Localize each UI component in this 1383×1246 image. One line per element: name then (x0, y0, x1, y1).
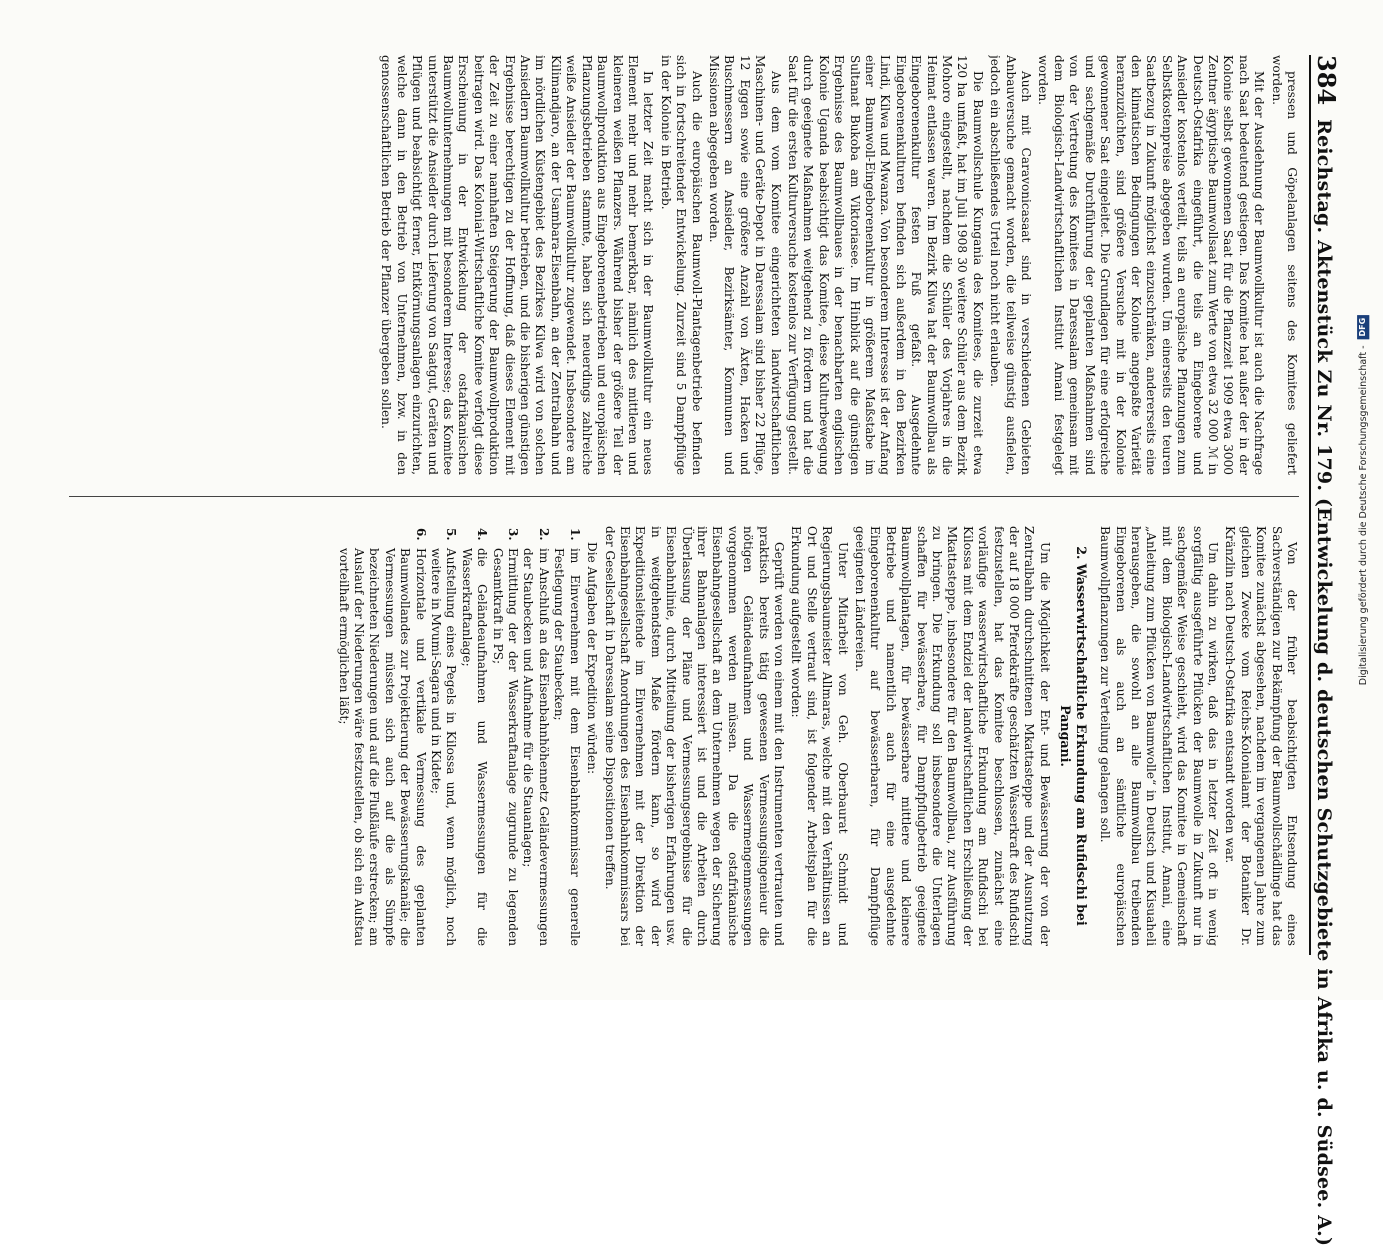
section-heading: 2. Wasserwirtschaftliche Erkundung am Rufidschi bei Pangani. (1058, 546, 1089, 926)
list-number: 2. (536, 528, 551, 541)
list-number: 6. (413, 528, 428, 541)
task-list (335, 526, 582, 946)
list-number: 3. (506, 528, 521, 541)
paragraph: Auch mit Caravonicasaat sind in verschiedenen Gebieten Anbauversuche gemacht worden, die teilweise günstig ausfielen, jedoch ein abschließendes Urteil noch nicht erlauben. (988, 55, 1034, 475)
list-item (428, 528, 459, 946)
list-item (551, 528, 582, 946)
paragraph: Aus dem vom Komitee eingerichteten landwirtschaftlichen Maschinen- und Geräte-Depot in Daressalam sind bisher 22 Pflüge, 12 Eggen sowie eine größere Anzahl von Äxten, Hacken und Buschmessern an Ansiedler, Bezirksämter, Kommunen und Missionen abgegeben worden. (706, 55, 783, 475)
list-number: 1. (567, 528, 582, 541)
list-item (520, 528, 551, 946)
left-column (64, 55, 1299, 475)
running-title: Reichstag. Aktenstück Zu Nr. 179. (Entwickelung d. deutschen Schutzgebiete in Afrika u. d. Südsee. A.) (1313, 119, 1335, 1246)
list-number: 4. (475, 528, 490, 541)
paragraph: Von der früher beabsichtigten Entsendung eines Sachverständigen zur Bekämpfung der Baumwollschädlinge hat das Komitee zunächst abgesehen, nachdem im vergangenen Jahre zum gleichen Zwecke vom Reichs-Kolonialamt der Botaniker Dr. Kränzlin nach Deutsch-Ostafrika entsandt worden war. (1223, 526, 1299, 946)
right-column (64, 526, 1299, 946)
paragraph: Mit der Ausdehnung der Baumwollkultur ist auch die Nachfrage nach Saat bedeutend gestiegen. Das Komitee hat außer der in der Kolonie selbst gewonnenen Saat für die Pflanzzeit 1909 etwa 3000 Zentner ägyptische Baumwollsaat zum Werte von etwa 32 000 ℳ in Deutsch-Ostafrika eingeführt, die teils an Eingeborene und Ansiedler kostenlos verteilt, teils an europäische Pflanzungen zum Selbstkostenpreise abgegeben wurden. Um einerseits den teuren Saatbezug in Zukunft möglichst einzuschränken, andererseits eine den klimatischen Bedingungen der Kolonie angepaßte Varietät heranzuzüchten, sind größere Versuche mit in der Kolonie gewonnener Saat eingeleitet. Die Grundlagen für eine erfolgreiche und sachgemäße Durchführung der geplanten Maßnahmen sind von der Vertretung des Komitees in Daressalam gemeinsam mit dem Biologisch-Landwirtschaftlichen Institut Amani festgelegt worden. (1036, 55, 1267, 475)
list-number: 5. (444, 528, 459, 541)
paragraph: In letzter Zeit macht sich in der Baumwollkultur ein neues Element mehr und mehr bemerkbar, nämlich des mittleren und kleineren weißen Pflanzers. Während bisher der größere Teil der Baumwollproduktion aus Eingeborenenbetrieben und europäischen Pflanzungsbetrieben stammte, haben sich neuerdings zahlreiche weiße Ansiedler der Baumwollkultur zugewendet. Insbesondere am Kilimandjaro, an der Usambara-Eisenbahn, an der Zentralbahn und im nördlichen Küstengebiet des Bezirkes Kilwa wird von solchen Ansiedlern Baumwollkultur betrieben, und die bisherigen günstigen Ergebnisse berechtigen zu der Hoffnung, daß dieses Element mit der Zeit zu einer namhaften Steigerung der Baumwollproduktion beitragen wird. Das Kolonial-Wirtschaftliche Komitee verfolgt diese Erscheinung in der Entwickelung der ostafrikanischen Baumwollunternehmungen mit besonderem Interesse; das Komitee unterstützt die Ansiedler durch Lieferung von Saatgut, Geräten und Pflügen und beabsichtigt ferner, Entkörnungsanlagen einzurichten, welche dann in den Betrieb von Unternehmen, bzw. in den genossenschaftlichen Betrieb der Pflanzer übergeben sollen. (379, 55, 656, 475)
list-item (458, 528, 490, 946)
paragraph: Die Aufgaben der Expedition würden: (585, 542, 600, 775)
list-item (335, 528, 428, 946)
list-text: im Einvernehmen mit dem Eisenbahnkommissar generelle Festlegung der Staubecken; (552, 548, 582, 946)
paragraph: pressen und Göpelanlagen seitens des Komitees geliefert worden. (1269, 55, 1299, 475)
list-text: Ermittlung der der Wasserkraftanlage zugrunde zu legenden Gesamtkraft in PS; (490, 548, 521, 946)
paragraph: Um dahin zu wirken, daß das in letzter Zeit oft in wenig sorgfältig ausgeführte Pflücken der Baumwolle in Zukunft nur in sachgemäßer Weise geschieht, wird das Komitee in Gemeinschaft mit dem Biologisch-Landwirtschaftlichen Institut, Amani, eine „Anleitung zum Pflücken von Baumwolle“ in Deutsch und Kisuaheli herausgeben, die sowohl an alle Baumwollbau treibenden Eingeborenen als auch an sämtliche europäischen Baumwollpflanzungen zur Verteilung gelangen soll. (1098, 526, 1220, 946)
page-number: 384 (1312, 55, 1341, 106)
paragraph: Auch die europäischen Baumwoll-Plantagenbetriebe befinden sich in fortschreitender Entwickelung. Zurzeit sind 5 Dampfpflüge in der Kolonie in Betrieb. (658, 55, 704, 475)
column-divider (69, 496, 1299, 497)
paragraph: Geprüft werden von einem mit den Instrumenten vertrauten und praktisch bereits tätig gewesenen Vermessungsingenieur die nötigen Geländeaufnahmen und Wassermengenmessungen vorgenommen werden müssen. Da die ostafrikanische Eisenbahngesellschaft an dem Unternehmen wegen der Sicherung ihrer Bahnanlagen interessiert ist und die Arbeiten durch Überlassung der Pläne und Vermessungsergebnisse für die Eisenbahnlinie, durch Mitteilung der bisherigen Erfahrungen usw. in weitgehendstem Maße fördern kann, so wird der Expeditionsleitende im Einvernehmen mit der Direktion der Eisenbahngesellschaft Anordnungen des Eisenbahnkommissars bei der Gesellschaft in Daressalam seine Dispositionen treffen. (602, 526, 786, 946)
page-header (1309, 55, 1341, 1246)
list-text: Horizontale und vertikale Vermessung des geplanten Baumwollandes zur Projektierung der Bewässerungskanäle; die Vermessungen müssten sich auch auf die als Sümpfe bezeichneten Niederungen und auf die Flußläufe erstrecken; am Auslauf der Niederungen wäre festzustellen, ob sich ein Aufstau vorteilhaft ermöglichen läßt; (336, 548, 428, 946)
digitization-credit (1348, 0, 1378, 1000)
list-text: die Geländeaufnahmen und Wassermessungen für die Wasserkraftanlage; (459, 548, 490, 946)
list-text: Aufstellung eines Pegels in Kilossa und, wenn möglich, noch weitere in Mvumi-Sagara und in Kidete; (429, 548, 459, 946)
list-text: im Anschluß an das Eisenbahnhöhennetz Geländevermessungen der Staubecken und Aufnahme für die Stauanlagen; (521, 548, 551, 946)
list-item (489, 528, 521, 946)
paragraph: Um die Möglichkeit der Ent- und Bewässerung der von der Zentralbahn durchschnittenen Mkattasteppe und der Ausnutzung der auf 18 000 Pferdekräfte geschätzten Wasserkraft des Rufidschi festzustellen, hat das Komitee beschlossen, zunächst eine vorläufige wasserwirtschaftliche Erkundung am Rufidschi bei Kilossa mit dem Endziel der landwirtschaftlichen Erschließung der Mkattasteppe, insbesondere für den Baumwollbau, zur Ausführung zu bringen. Die Erkundung soll insbesondere die Unterlagen schaffen für bewässerbare, für Dampfpflugbetrieb geeignete Baumwollplantagen, für bewässerbare mittlere und kleinere Betriebe und namentlich auch für eine ausgedehnte Eingeborenenkultur auf bewässerbaren, für Dampfpflüge geeigneten Ländereien. (853, 526, 1052, 946)
paragraph: Unter Mitarbeit von Geh. Oberbaurat Schmidt und Regierungsbaumeister Allmaras, welche mit den Verhältnissen an Ort und Stelle vertraut sind, ist folgender Arbeitsplan für die Erkundung aufgestellt worden: (789, 526, 850, 946)
dfg-logo: DFG (1357, 315, 1369, 340)
credit-text: Digitalisierung gefördert durch die Deutsche Forschungsgemeinschaft - (1357, 345, 1369, 686)
paragraph: Die Baumwollschule Kungania des Komitees, die zurzeit etwa 120 ha umfaßt, hat im Juli 1908 30 weitere Schüler aus dem Bezirk Mohoro eingestellt, nachdem die Schüler des Vorjahres in die Heimat entlassen waren. Im Bezirk Kilwa hat der Baumwollbau als Eingeborenenkultur festen Fuß gefaßt. Ausgedehnte Eingeborenenkulturen befinden sich außerdem in den Bezirken Lindi, Kilwa und Mwanza. Von besonderem Interesse ist der Anfang einer Baumwoll-Eingeborenenkultur in größerem Maßstabe im Sultanat Bukoba am Viktoriasee. Im Hinblick auf die günstigen Ergebnisse des Baumwollbaues in der benachbarten englischen Kolonie Uganda beabsichtigt das Komitee, diese Kulturbewegung durch geeignete Maßnahmen weitgehend zu fördern und hat die Saat für die ersten Kulturversuche kostenlos zur Verfügung gestellt. (786, 55, 985, 475)
